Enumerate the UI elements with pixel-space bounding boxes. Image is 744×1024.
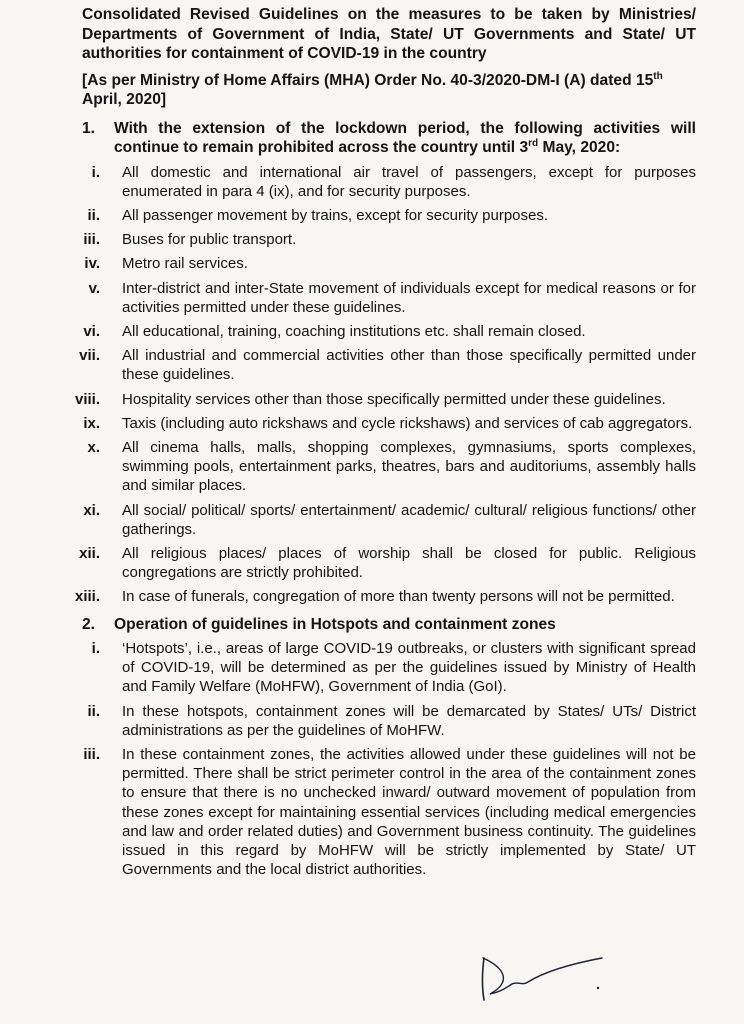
section-heading: Operation of guidelines in Hotspots and containment zones xyxy=(114,615,556,633)
list-item xyxy=(84,254,696,273)
list-item xyxy=(74,587,696,606)
item-number: viii. xyxy=(74,390,100,408)
item-number: vii. xyxy=(79,347,100,365)
list-item xyxy=(83,414,696,433)
list-item xyxy=(91,639,696,697)
list-item xyxy=(83,501,696,539)
item-number: iv. xyxy=(84,255,100,273)
list-item xyxy=(79,544,696,582)
item-text: In these hotspots, containment zones will be demarcated by States/ UTs/ District administrations as per the guidelines of MoHFW. xyxy=(122,702,696,739)
item-text: All religious places/ places of worship shall be closed for public. Religious congregations are strictly prohibited. xyxy=(122,544,696,582)
order-reference-end: April, 2020] xyxy=(82,90,167,108)
order-reference xyxy=(82,71,696,109)
item-text: All passenger movement by trains, except for security purposes. xyxy=(122,206,549,224)
document-title: Consolidated Revised Guidelines on the measures to be taken by Ministries/ Departments of Government of India, State/ UT Governments and State/ UT authorities for containment of COVID-19 in the country xyxy=(82,6,696,62)
order-date-suffix: th xyxy=(653,70,663,82)
section-1 xyxy=(74,119,696,607)
list-item xyxy=(83,745,696,879)
item-text: All cinema halls, malls, shopping complexes, gymnasiums, sports complexes, swimming pools, entertainment parks, theatres, bars and auditoriums, assembly halls and similar places. xyxy=(122,438,696,495)
item-number: iii. xyxy=(83,231,100,249)
item-text: All domestic and international air travel of passengers, except for purposes enumerated in para 4 (ix), and for security purposes. xyxy=(122,163,696,200)
list-item xyxy=(74,390,696,409)
item-text: Hospitality services other than those specifically permitted under these guidelines. xyxy=(122,390,666,408)
date-suffix: rd xyxy=(528,137,539,149)
item-number: vi. xyxy=(83,322,100,340)
item-number: xi. xyxy=(83,501,100,519)
item-number: i. xyxy=(91,640,100,658)
order-reference-text: [As per Ministry of Home Affairs (MHA) Order No. 40-3/2020-DM-I (A) dated 15 xyxy=(82,71,654,89)
item-number: v. xyxy=(88,279,100,297)
list-item xyxy=(88,279,696,317)
item-number: iii. xyxy=(83,746,100,764)
item-number: ii. xyxy=(87,206,100,224)
item-text: Metro rail services. xyxy=(122,255,248,273)
section-heading-end: May, 2020: xyxy=(538,139,621,156)
item-text: ‘Hotspots’, i.e., areas of large COVID-19 outbreaks, or clusters with significant spread of COVID-19, will be determined as per the guidelines issued by Ministry of Health and Family Welfare (MoHFW), Government of India (GoI). xyxy=(122,640,696,696)
section-number: 2. xyxy=(82,615,96,633)
item-text: Taxis (including auto rickshaws and cycle rickshaws) and services of cab aggregators. xyxy=(122,414,693,432)
item-number: xiii. xyxy=(74,588,100,606)
item-number: i. xyxy=(91,163,100,181)
item-number: x. xyxy=(87,438,100,456)
signature-mark xyxy=(470,948,630,1008)
item-text: In case of funerals, congregation of more than twenty persons will not be permitted. xyxy=(122,588,675,606)
list-item xyxy=(87,206,696,225)
item-text: In these containment zones, the activities allowed under these guidelines will not be permitted. There shall be strict perimeter control in the area of the containment zones to ensure that there is no unchecked inward/ outward movement of population from these zones except for maintaining essential services (including medical emergencies and law and order related duties) and Government business continuity. The guidelines issued in this regard by MoHFW will be strictly implemented by State/ UT Governments and the local district authorities. xyxy=(122,746,696,879)
item-text: Inter-district and inter-State movement of individuals except for medical reasons or for activities permitted under these guidelines. xyxy=(122,279,696,316)
list-item xyxy=(83,230,696,249)
list-item xyxy=(79,346,696,384)
list-item xyxy=(91,163,696,201)
item-number: ix. xyxy=(83,414,100,432)
item-text: All industrial and commercial activities other than those specifically permitted under these guidelines. xyxy=(122,347,696,384)
section-heading xyxy=(114,119,696,158)
section-heading-text: With the extension of the lockdown period, the following activities will continue to remain prohibited across the country until 3 xyxy=(114,119,696,156)
list-item xyxy=(87,438,696,496)
list-item xyxy=(83,322,696,341)
item-number: ii. xyxy=(87,702,100,720)
item-text: Buses for public transport. xyxy=(122,231,297,249)
section-number: 1. xyxy=(82,119,96,137)
item-number: xii. xyxy=(79,544,100,562)
item-text: All educational, training, coaching institutions etc. shall remain closed. xyxy=(122,322,586,340)
item-text: All social/ political/ sports/ entertainment/ academic/ cultural/ religious functions/ other gatherings. xyxy=(122,501,696,538)
list-item xyxy=(87,702,696,740)
section-2 xyxy=(82,615,696,880)
